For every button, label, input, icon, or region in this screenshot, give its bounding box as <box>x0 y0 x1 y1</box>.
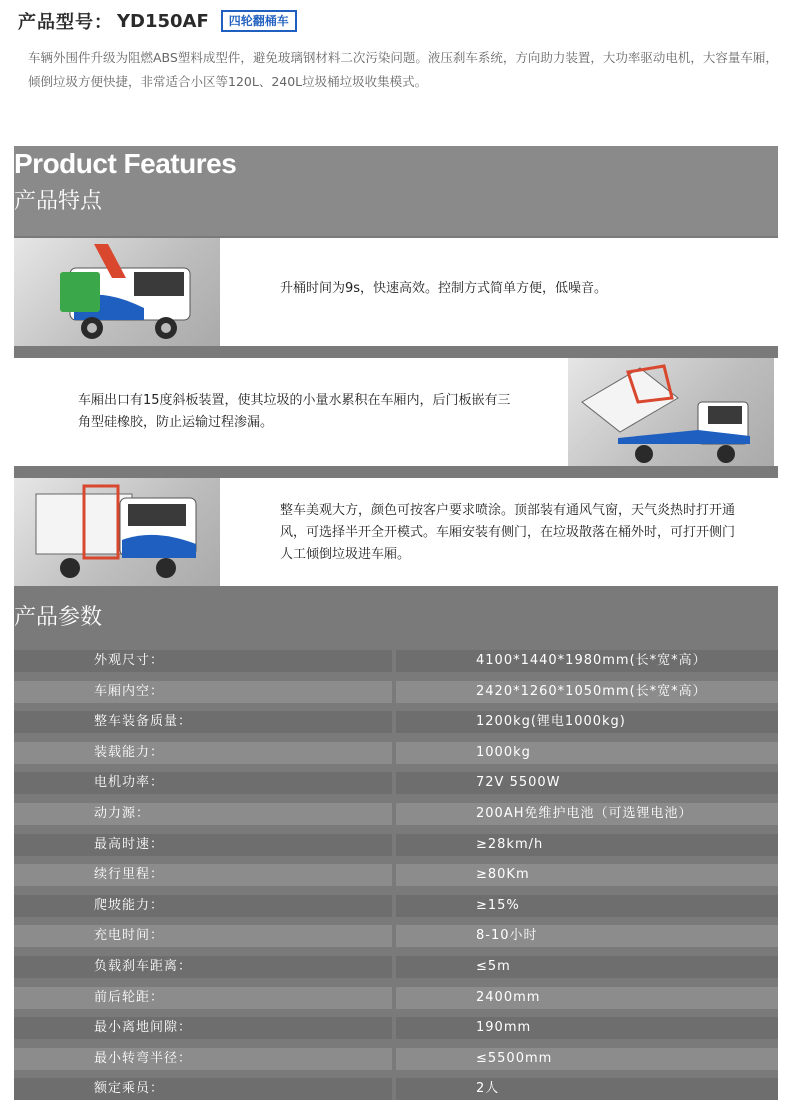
feature-text: 车厢出口有15度斜板装置，使其垃圾的小量水累积在车厢内，后门板嵌有三角型硅橡胶，防止运输过程渗漏。 <box>78 393 511 430</box>
param-name: 前后轮距： <box>14 987 392 1009</box>
param-row <box>14 834 778 856</box>
truck-dump-image <box>568 358 774 466</box>
param-row <box>14 772 778 794</box>
param-row <box>14 987 778 1009</box>
feature-item <box>14 358 778 466</box>
param-value: ≥28km/h <box>396 834 778 856</box>
param-name: 装载能力： <box>14 742 392 764</box>
truck-lift-image <box>14 238 220 346</box>
param-value: 2400mm <box>396 987 778 1009</box>
param-value: 2420*1260*1050mm(长*宽*高） <box>396 681 778 703</box>
param-name: 动力源： <box>14 803 392 825</box>
param-row <box>14 864 778 886</box>
features-section <box>14 146 778 596</box>
param-value: ≤5m <box>396 956 778 978</box>
model-line <box>18 8 297 34</box>
param-row <box>14 803 778 825</box>
param-row <box>14 925 778 947</box>
features-title-en: Product Features <box>14 148 237 179</box>
param-value: ≥15% <box>396 895 778 917</box>
param-row <box>14 681 778 703</box>
param-name: 电机功率： <box>14 772 392 794</box>
param-value: 200AH免维护电池（可选锂电池） <box>396 803 778 825</box>
feature-item <box>14 478 778 586</box>
param-name: 负载刹车距离： <box>14 956 392 978</box>
param-value: 8-10小时 <box>396 925 778 947</box>
param-name: 最高时速： <box>14 834 392 856</box>
param-value: 1000kg <box>396 742 778 764</box>
param-name: 充电时间： <box>14 925 392 947</box>
param-name: 额定乘员： <box>14 1078 392 1100</box>
param-value: 2人 <box>396 1078 778 1100</box>
param-name: 续行里程： <box>14 864 392 886</box>
param-name: 整车装备质量： <box>14 711 392 733</box>
param-row <box>14 1017 778 1039</box>
param-row <box>14 711 778 733</box>
param-row <box>14 1078 778 1100</box>
param-value: ≥80Km <box>396 864 778 886</box>
param-row <box>14 895 778 917</box>
truck-side-door-image <box>14 478 220 586</box>
features-title-cn: 产品特点 <box>14 189 103 214</box>
param-name: 车厢内空： <box>14 681 392 703</box>
param-name: 最小转弯半径： <box>14 1048 392 1070</box>
param-row <box>14 650 778 672</box>
features-header <box>14 146 778 236</box>
model-label: 产品型号： <box>18 12 113 33</box>
feature-item <box>14 238 778 346</box>
params-title: 产品参数 <box>14 605 103 630</box>
param-name: 爬坡能力： <box>14 895 392 917</box>
param-value: 4100*1440*1980mm(长*宽*高） <box>396 650 778 672</box>
param-value: 190mm <box>396 1017 778 1039</box>
feature-text: 升桶时间为9s，快速高效。控制方式简单方便，低噪音。 <box>280 281 608 296</box>
intro-paragraph: 车辆外围件升级为阻燃ABS塑料成型件，避免玻璃钢材料二次污染问题。液压刹车系统，方向助力装置，大功率驱动电机，大容量车厢，倾倒垃圾方便快捷，非常适合小区等120L、240L垃圾桶垃圾收集模式。 <box>28 50 778 89</box>
param-value: ≤5500mm <box>396 1048 778 1070</box>
param-value: 72V 5500W <box>396 772 778 794</box>
param-name: 最小离地间隙： <box>14 1017 392 1039</box>
param-value: 1200kg(锂电1000kg) <box>396 711 778 733</box>
param-row <box>14 742 778 764</box>
param-row <box>14 956 778 978</box>
model-code: YD150AF <box>117 10 209 32</box>
param-row <box>14 1048 778 1070</box>
param-name: 外观尺寸： <box>14 650 392 672</box>
feature-text: 整车美观大方，颜色可按客户要求喷涂。顶部装有通风气窗，天气炎热时打开通风，可选择半开全开模式。车厢安装有侧门，在垃圾散落在桶外时，可打开侧门人工倾倒垃圾进车厢。 <box>280 503 736 562</box>
model-badge: 四轮翻桶车 <box>221 10 297 32</box>
